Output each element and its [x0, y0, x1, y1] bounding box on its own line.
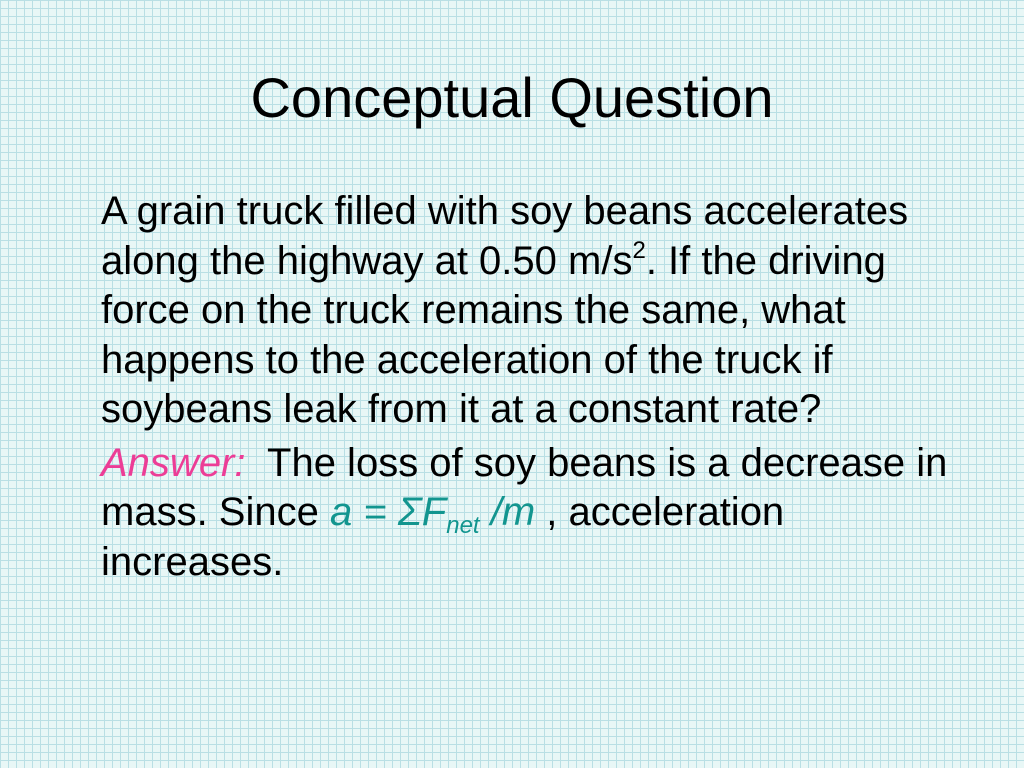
answer-label: Answer: [101, 440, 246, 485]
answer-conclusion: , acceleration increases. [101, 490, 785, 584]
answer-text: The loss of soy beans is a decrease in mass. Since [101, 440, 948, 534]
question-text-continued: . If the driving force on the truck remains the same, what happens to the acceleration of the truck if soybeans leak from it at a constant rate? [101, 238, 886, 431]
formula-subscript: net [446, 512, 480, 539]
acceleration-formula [329, 490, 536, 539]
question-paragraph [101, 187, 961, 435]
formula-main: a = ΣF [329, 490, 447, 534]
formula-end: /m [479, 490, 536, 534]
slide-body [101, 187, 961, 587]
question-text: A grain truck filled with soy beans accelerates along the highway at 0.50 m/s [101, 189, 909, 283]
slide-title: Conceptual Question [250, 66, 774, 129]
exponent-superscript: 2 [632, 236, 646, 264]
answer-paragraph [101, 439, 961, 588]
